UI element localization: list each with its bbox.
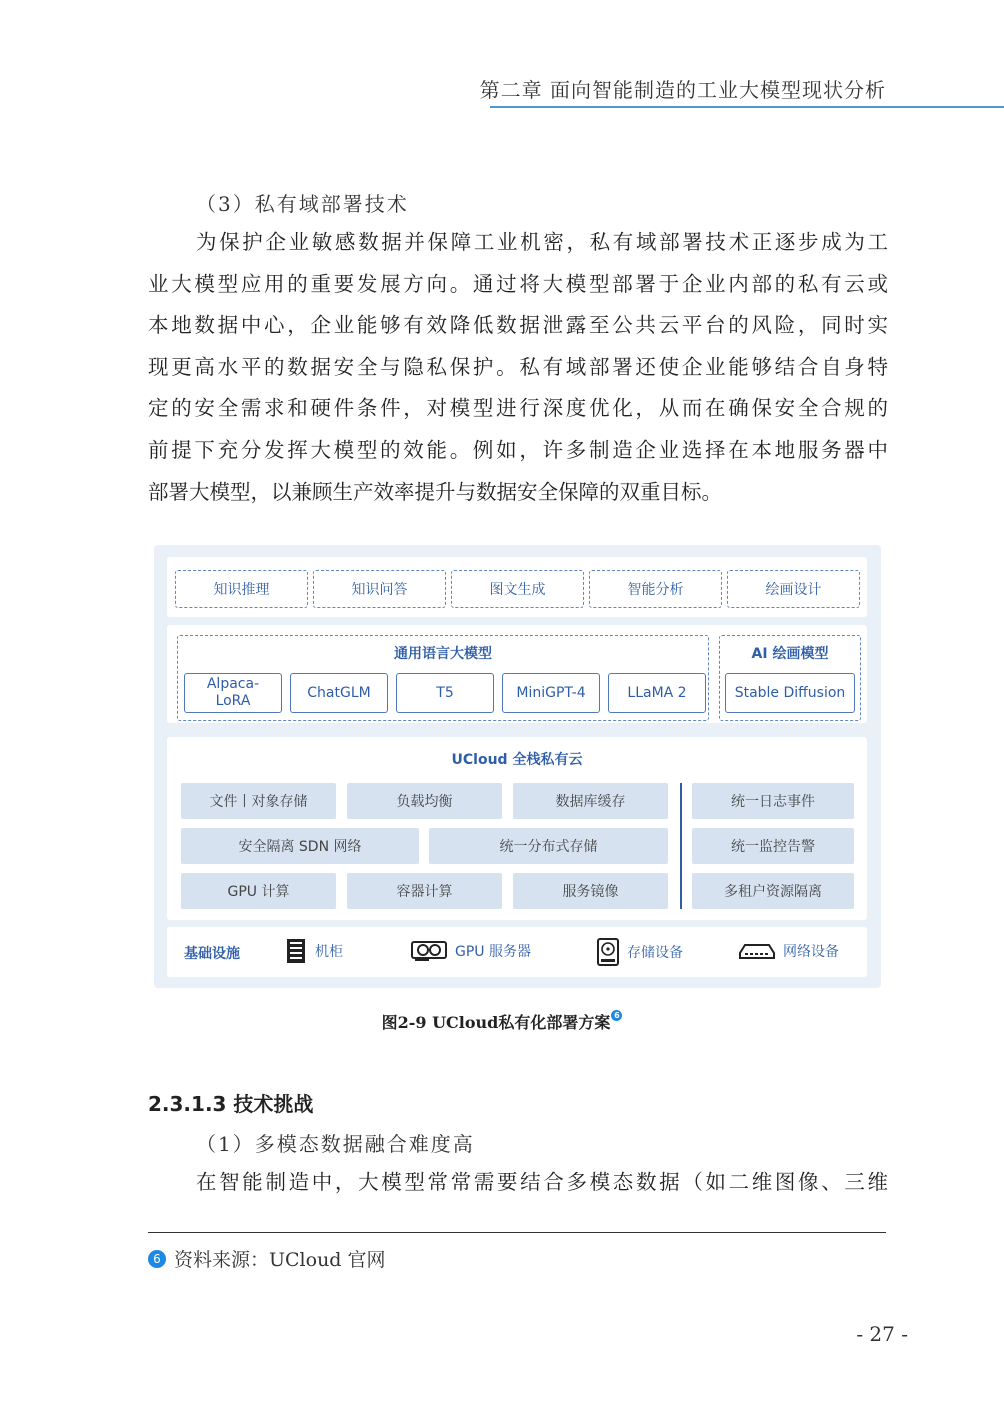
infra-item-label: 机柜 xyxy=(315,944,343,960)
model-box: MiniGPT-4 xyxy=(502,673,600,713)
footnote-marker[interactable]: 6 xyxy=(611,1010,622,1021)
footnote-text: 资料来源：UCloud 官网 xyxy=(174,1249,386,1271)
apps-panel xyxy=(167,557,867,617)
paragraph-line: 为保护企业敏感数据并保障工业机密，私有域部署技术正逐步成为工 xyxy=(196,230,888,254)
paragraph-line: 前提下充分发挥大模型的效能。例如，许多制造企业选择在本地服务器中 xyxy=(148,437,888,462)
architecture-figure xyxy=(154,545,881,988)
caption-text: 图2-9 UCloud私有化部署方案 xyxy=(381,1013,611,1032)
app-box: 知识问答 xyxy=(313,570,446,608)
service-box: 服务镜像 xyxy=(513,873,668,909)
section-heading: 2.3.1.3 技术挑战 xyxy=(148,1092,314,1116)
service-box: 容器计算 xyxy=(347,873,502,909)
service-box: 统一监控告警 xyxy=(692,828,854,864)
infra-item-label: 网络设备 xyxy=(783,944,839,960)
service-box: GPU 计算 xyxy=(181,873,336,909)
cloud-panel xyxy=(167,737,867,920)
hard-disk-icon xyxy=(597,938,619,966)
infra-panel xyxy=(167,927,867,977)
model-box: LLaMA 2 xyxy=(608,673,706,713)
infra-label: 基础设施 xyxy=(184,946,240,962)
service-box: 数据库缓存 xyxy=(513,783,668,819)
app-box: 智能分析 xyxy=(589,570,722,608)
model-box: ChatGLM xyxy=(290,673,388,713)
service-box: 多租户资源隔离 xyxy=(692,873,854,909)
gpu-card-icon xyxy=(411,939,447,963)
service-box: 统一分布式存储 xyxy=(429,828,668,864)
model-box: T5 xyxy=(396,673,494,713)
ai-group-title: AI 绘画模型 xyxy=(751,646,829,662)
service-box: 安全隔离 SDN 网络 xyxy=(181,828,419,864)
service-box: 统一日志事件 xyxy=(692,783,854,819)
paragraph-line: 定的安全需求和硬件条件，对模型进行深度优化，从而在确保安全合规的 xyxy=(148,396,888,421)
paragraph-line: 在智能制造中，大模型常常需要结合多模态数据（如二维图像、三维 xyxy=(196,1170,888,1194)
running-header: 第二章 面向智能制造的工业大模型现状分析 xyxy=(479,78,886,102)
header-rule xyxy=(490,106,1004,108)
infra-item-network xyxy=(739,941,839,961)
paragraph-line: 现更高水平的数据安全与隐私保护。私有域部署还使企业能够结合自身特 xyxy=(148,354,888,379)
body-paragraph xyxy=(148,1162,888,1204)
paragraph-line: 部署大模型，以兼顾生产效率提升与数据安全保障的双重目标。 xyxy=(148,479,722,504)
footnote-rule xyxy=(148,1232,886,1233)
app-box: 知识推理 xyxy=(175,570,308,608)
column-divider xyxy=(680,783,682,909)
subsection-heading: （1）多模态数据融合难度高 xyxy=(196,1132,475,1156)
infra-item-gpu-server xyxy=(411,939,531,963)
footnote-number: 6 xyxy=(148,1250,166,1268)
model-box: Alpaca- LoRA xyxy=(184,673,282,713)
models-panel xyxy=(167,625,867,723)
server-rack-icon xyxy=(285,938,307,964)
network-switch-icon xyxy=(739,941,775,961)
infra-item-storage xyxy=(597,938,683,966)
figure-caption xyxy=(0,1010,1004,1033)
infra-item-cabinet xyxy=(285,938,343,964)
app-box: 图文生成 xyxy=(451,570,584,608)
cloud-title: UCloud 全栈私有云 xyxy=(451,752,583,768)
paragraph-line: 本地数据中心，企业能够有效降低数据泄露至公共云平台的风险，同时实 xyxy=(148,313,888,338)
model-box: Stable Diffusion xyxy=(725,673,855,713)
body-paragraph xyxy=(148,222,888,513)
subsection-heading: （3）私有域部署技术 xyxy=(196,192,409,216)
page-number: - 27 - xyxy=(856,1322,908,1346)
app-box: 绘画设计 xyxy=(727,570,860,608)
llm-group-title: 通用语言大模型 xyxy=(394,646,492,662)
service-box: 负载均衡 xyxy=(347,783,502,819)
paragraph-line: 业大模型应用的重要发展方向。通过将大模型部署于企业内部的私有云或 xyxy=(148,271,888,296)
service-box: 文件丨对象存储 xyxy=(181,783,336,819)
infra-item-label: 存储设备 xyxy=(627,945,683,961)
infra-item-label: GPU 服务器 xyxy=(455,944,531,960)
footnote xyxy=(148,1245,386,1272)
